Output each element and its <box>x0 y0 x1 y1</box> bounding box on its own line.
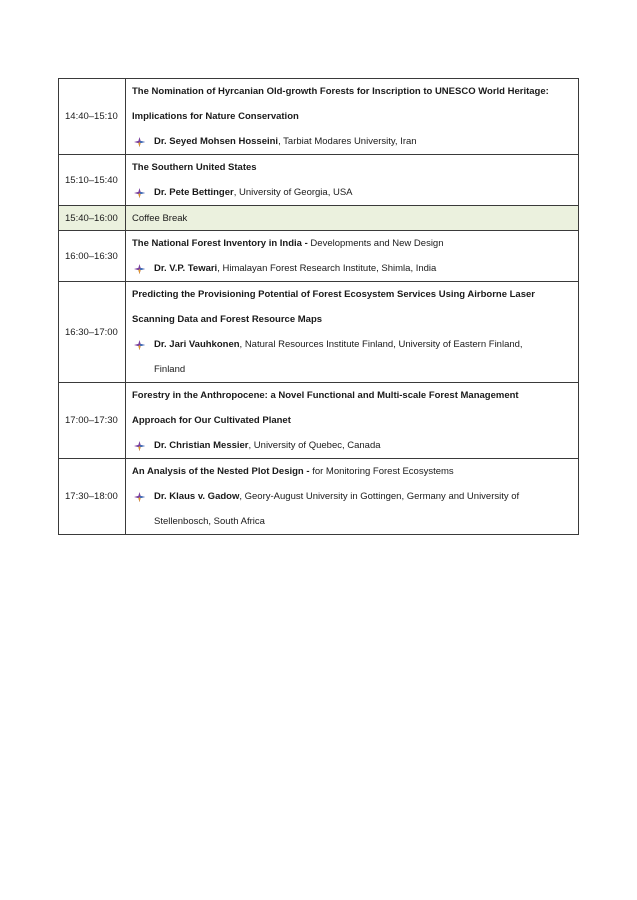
session-time: 17:00–17:30 <box>59 383 126 459</box>
session-title: Predicting the Provisioning Potential of Forest Ecosystem Services Using Airborne Laser <box>132 289 535 300</box>
session-title-bold: The National Forest Inventory in India - <box>132 238 311 249</box>
session-details <box>126 155 579 206</box>
session-title: The Southern United States <box>132 162 257 173</box>
session-time: 15:10–15:40 <box>59 155 126 206</box>
session-time: 14:40–15:10 <box>59 79 126 155</box>
speaker-name: Dr. Seyed Mohsen Hosseini <box>154 136 279 147</box>
speaker-affiliation: , University of Georgia, USA <box>233 187 353 198</box>
session-details <box>126 79 579 155</box>
four-point-star-icon <box>134 441 145 451</box>
session-title: Approach for Our Cultivated Planet <box>132 415 291 426</box>
table-row <box>59 79 579 155</box>
session-title-subtitle: for Monitoring Forest Ecosystems <box>312 466 454 477</box>
four-point-star-icon <box>134 492 145 502</box>
speaker-affiliation: , Natural Resources Institute Finland, University of Eastern Finland, <box>239 339 523 350</box>
session-time: 16:00–16:30 <box>59 231 126 282</box>
session-details <box>126 383 579 459</box>
table-row <box>59 282 579 383</box>
speaker-name: Dr. V.P. Tewari <box>154 263 218 274</box>
table-row <box>59 231 579 282</box>
session-title-bold: An Analysis of the Nested Plot Design - <box>132 466 313 477</box>
break-label: Coffee Break <box>126 206 579 231</box>
four-point-star-icon <box>134 264 145 274</box>
speaker-affiliation: , Geory-August University in Gottingen, Germany and University of <box>239 491 520 502</box>
session-time: 17:30–18:00 <box>59 459 126 535</box>
session-title: Implications for Nature Conservation <box>132 111 299 122</box>
four-point-star-icon <box>134 137 145 147</box>
speaker-affiliation: , University of Quebec, Canada <box>248 440 381 451</box>
speaker-line <box>132 256 572 281</box>
session-details <box>126 459 579 535</box>
speaker-line <box>132 180 572 205</box>
session-time: 16:30–17:00 <box>59 282 126 383</box>
speaker-name: Dr. Jari Vauhkonen <box>154 339 240 350</box>
four-point-star-icon <box>134 340 145 350</box>
session-details <box>126 282 579 383</box>
speaker-line <box>132 129 572 154</box>
speaker-affiliation-continued: Stellenbosch, South Africa <box>154 516 265 527</box>
session-title: The Nomination of Hyrcanian Old-growth Forests for Inscription to UNESCO World Heritage: <box>132 86 549 97</box>
session-title: Scanning Data and Forest Resource Maps <box>132 314 323 325</box>
speaker-name: Dr. Christian Messier <box>154 440 249 451</box>
session-title-subtitle: Developments and New Design <box>310 238 444 249</box>
table-row <box>59 459 579 535</box>
program-schedule-table <box>58 78 579 535</box>
four-point-star-icon <box>134 188 145 198</box>
session-details <box>126 231 579 282</box>
speaker-affiliation-continued: Finland <box>154 364 186 375</box>
session-title <box>132 231 572 256</box>
speaker-name: Dr. Pete Bettinger <box>154 187 234 198</box>
speaker-affiliation: , Tarbiat Modares University, Iran <box>278 136 417 147</box>
break-row <box>59 206 579 231</box>
table-row <box>59 383 579 459</box>
speaker-affiliation: , Himalayan Forest Research Institute, Shimla, India <box>217 263 437 274</box>
session-title <box>132 459 572 484</box>
table-row <box>59 155 579 206</box>
speaker-line <box>132 332 572 357</box>
session-time: 15:40–16:00 <box>59 206 126 231</box>
speaker-name: Dr. Klaus v. Gadow <box>154 491 240 502</box>
session-title: Forestry in the Anthropocene: a Novel Functional and Multi-scale Forest Management <box>132 390 519 401</box>
speaker-line <box>132 484 572 509</box>
speaker-line <box>132 433 572 458</box>
